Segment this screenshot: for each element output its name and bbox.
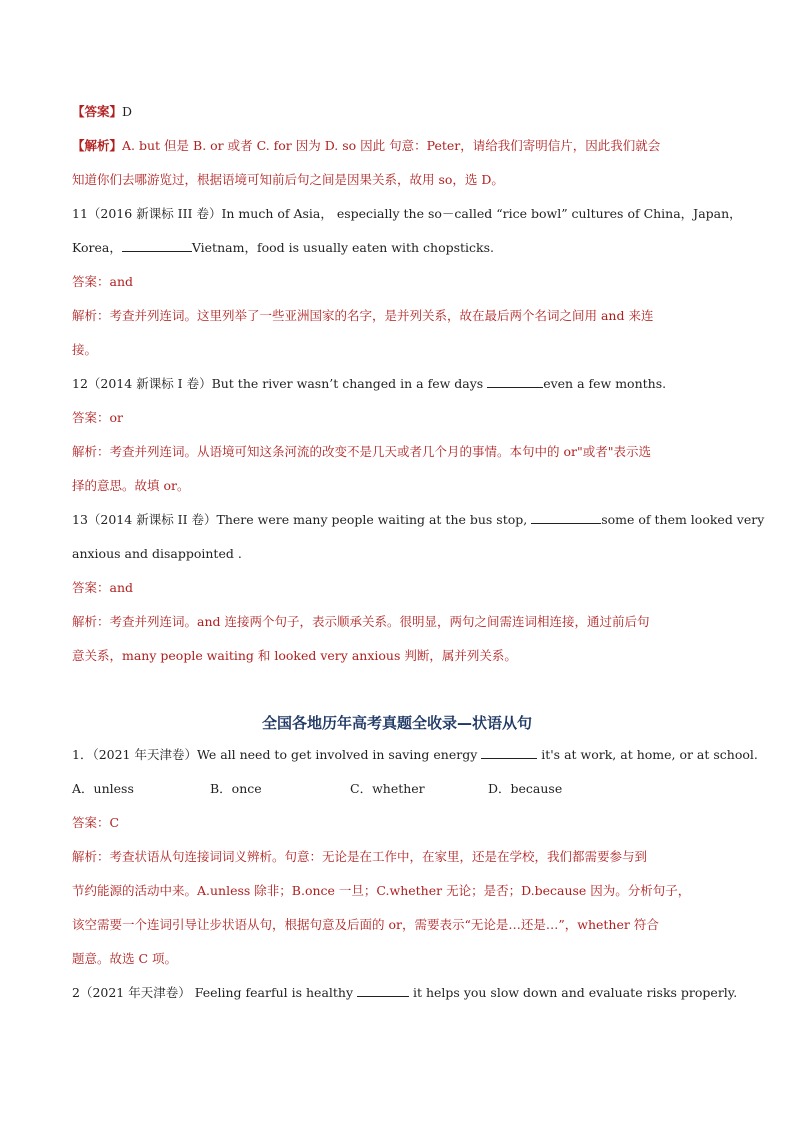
- s1-analysis-2: 节约能源的活动中来。A.unless 除非；B.once 一旦；C.whether 无论；是否；D.because 因为。分析句子，: [72, 883, 691, 898]
- s2-stem-b: it helps you slow down and evaluate risks properly.: [409, 985, 738, 1000]
- q13-stem-line-1: [72, 509, 765, 543]
- analysis-tag: 【解析】: [72, 138, 123, 153]
- q12-stem-a: 12（2014 新课标 I 卷）But the river wasn’t changed in a few days: [72, 376, 488, 391]
- q10-analysis-1: A. but 但是 B. or 或者 C. for 因为 D. so 因此 句意：Peter，请给我们寄明信片，因此我们就会: [122, 138, 661, 153]
- s1-option-d: D．because: [488, 781, 563, 796]
- q10-answer: D: [122, 104, 133, 119]
- q11-stem-2b: Vietnam，food is usually eaten with chopsticks.: [191, 240, 494, 255]
- q13-stem-line-2: anxious and disappointed .: [72, 546, 242, 561]
- q11-analysis-1: 解析：考查并列连词。这里列举了一些亚洲国家的名字，是并列关系，故在最后两个名词之间用 and 来连: [72, 308, 654, 323]
- q12-analysis-2: 择的意思。故填 or。: [72, 478, 190, 493]
- q11-blank: [122, 237, 192, 252]
- q12-stem-line: [72, 373, 722, 407]
- q10-analysis-line-1: [72, 135, 722, 169]
- s1-answer: 答案：C: [72, 815, 120, 830]
- q13-stem-a: 13（2014 新课标 II 卷）There were many people waiting at the bus stop,: [72, 512, 532, 527]
- s2-stem-a: 2（2021 年天津卷） Feeling fearful is healthy: [72, 985, 358, 1000]
- s2-blank: [357, 982, 409, 997]
- s1-stem-b: it's at work, at home, or at school.: [537, 747, 758, 762]
- q11-stem-2a: Korea，: [72, 240, 122, 255]
- s1-option-b: B．once: [210, 781, 262, 796]
- q12-blank: [487, 373, 543, 388]
- s1-option-c: C．whether: [350, 781, 425, 796]
- s1-analysis-1: 解析：考查状语从句连接词词义辨析。句意：无论是在工作中，在家里，还是在学校，我们都需要参与到: [72, 849, 648, 864]
- s1-stem-a: 1．（2021 年天津卷）We all need to get involved in saving energy: [72, 747, 482, 762]
- q12-stem-b: even a few months.: [543, 376, 667, 391]
- q11-stem-line-1: 11（2016 新课标 III 卷）In much of Asia， especially the so－called “rice bowl” cultures of China，Japan，: [72, 206, 742, 221]
- q12-analysis-1: 解析：考查并列连词。从语境可知这条河流的改变不是几天或者几个月的事情。本句中的 or"或者"表示选: [72, 444, 651, 459]
- q10-answer-line: [72, 101, 722, 135]
- section-title: 全国各地历年高考真题全收录—状语从句: [261, 714, 532, 732]
- q11-analysis-2: 接。: [72, 342, 98, 357]
- s1-stem-line: [72, 744, 758, 778]
- answer-tag: 【答案】: [72, 104, 123, 119]
- s1-analysis-3: 该空需要一个连词引导让步状语从句，根据句意及后面的 or，需要表示“无论是…还是…”，whether 符合: [72, 917, 659, 932]
- s1-blank: [481, 744, 537, 759]
- s1-options: [72, 778, 722, 812]
- s1-option-a: A．unless: [72, 781, 134, 796]
- document-page: [72, 101, 765, 1000]
- q13-stem-b: some of them looked very: [601, 512, 765, 527]
- q13-blank: [531, 509, 601, 524]
- q10-analysis-line-2: 知道你们去哪游览过，根据语境可知前后句之间是因果关系，故用 so，选 D。: [72, 172, 504, 187]
- s2-stem-line: [72, 982, 738, 1016]
- q13-analysis-1: 解析：考查并列连词。and 连接两个句子，表示顺承关系。很明显，两句之间需连词相连接，通过前后句: [72, 614, 650, 629]
- q13-analysis-2: 意关系，many people waiting 和 looked very anxious 判断，属并列关系。: [72, 648, 517, 663]
- q11-answer: 答案：and: [72, 274, 134, 289]
- q13-answer: 答案：and: [72, 580, 134, 595]
- q11-stem-line-2: [72, 237, 722, 271]
- s1-analysis-4: 题意。故选 C 项。: [72, 951, 178, 966]
- q12-answer: 答案：or: [72, 410, 124, 425]
